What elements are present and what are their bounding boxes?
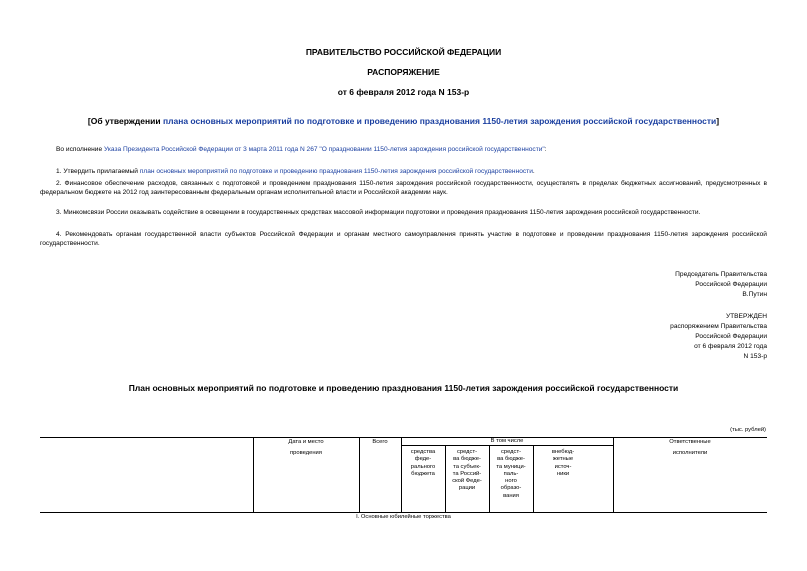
table-vline xyxy=(359,437,360,512)
sub-extra-line: жетные xyxy=(552,456,574,463)
col-date-header-line-1: Дата и место xyxy=(288,439,324,445)
title-prefix: Об утверждении xyxy=(90,116,163,126)
title-link[interactable]: плана основных мероприятий по подготовке и проведению празднования 1150-летия зарождения российской государственности xyxy=(162,116,717,126)
signature-block xyxy=(675,270,767,300)
col-date-header-line-2: проведения xyxy=(290,450,322,457)
intro-prefix: Во исполнение xyxy=(56,146,104,153)
col-including-header: В том числе xyxy=(490,438,524,444)
sub-municipal-line: вания xyxy=(503,492,519,499)
approved-block xyxy=(670,312,767,362)
units-label: (тыс. рублей) xyxy=(730,427,766,433)
signature-line-1: Председатель Правительства xyxy=(675,271,767,278)
approved-line-2: распоряжением Правительства xyxy=(670,323,767,330)
sub-municipal-line: та муници- xyxy=(496,463,526,470)
intro-decree-link[interactable]: Указа Президента Российской Федерации от 3 марта 2011 года N 267 "О праздновании 1150-летия зарождения российской государственности" xyxy=(103,146,545,153)
intro-suffix: : xyxy=(544,146,547,153)
approved-line-3: Российской Федерации xyxy=(695,333,767,340)
col-date-header xyxy=(253,439,359,458)
sub-regional-line: ской Феде- xyxy=(452,478,482,485)
sub-municipal-line: ва бюдже- xyxy=(497,456,525,463)
sub-extra-line: внебюд- xyxy=(551,449,575,455)
table-header-bottom-border xyxy=(40,512,767,513)
sub-federal-line: бюджета xyxy=(411,470,435,477)
approved-line-1: УТВЕРЖДЕН xyxy=(725,313,767,320)
sub-federal-line: рального xyxy=(410,463,436,470)
sub-regional-line: рации xyxy=(458,485,476,492)
approved-line-4: от 6 февраля 2012 года xyxy=(694,343,767,350)
document-type: РАСПОРЯЖЕНИЕ xyxy=(367,67,440,77)
sub-extra-line: источ- xyxy=(554,463,572,470)
sub-regional-header xyxy=(445,449,489,493)
item-1-plan-link[interactable]: план основных мероприятий по подготовке и проведению празднования 1150-летия зарождения российской государственности xyxy=(139,168,533,175)
sub-municipal-line: средст- xyxy=(500,449,522,455)
sub-municipal-header xyxy=(489,449,533,500)
sub-extra-line: ники xyxy=(556,470,570,477)
item-1 xyxy=(56,167,535,176)
sub-regional-line: ва бюдже- xyxy=(453,456,481,463)
sub-municipal-line: ного xyxy=(505,478,517,485)
title-close-bracket: ] xyxy=(716,116,720,126)
sub-federal-header xyxy=(401,449,445,478)
sub-municipal-line: образо- xyxy=(500,485,522,492)
document-title xyxy=(0,116,807,126)
plan-title: План основных мероприятий по подготовке и проведению празднования 1150-летия зарождения российской государственности xyxy=(128,383,679,393)
col-responsible-header xyxy=(613,439,767,458)
col-responsible-header-line-2: исполнители xyxy=(672,450,708,457)
document-date-number: от 6 февраля 2012 года N 153-р xyxy=(337,87,470,97)
sub-federal-line: феде- xyxy=(414,456,432,463)
sub-regional-line: средст- xyxy=(456,449,478,455)
intro-paragraph xyxy=(56,145,547,154)
item-1-suffix: . xyxy=(532,168,535,175)
col-responsible-header-line-1: Ответственные xyxy=(669,439,711,445)
signature-line-2: Российской Федерации xyxy=(695,281,767,288)
approved-line-5: N 153-р xyxy=(743,353,767,360)
signature-line-3: В.Путин xyxy=(742,291,767,298)
government-heading: ПРАВИТЕЛЬСТВО РОССИЙСКОЙ ФЕДЕРАЦИИ xyxy=(305,47,502,57)
title-open-bracket: [ xyxy=(87,116,91,126)
item-1-prefix: 1. Утвердить прилагаемый xyxy=(56,168,140,175)
item-4: 4. Рекомендовать органам государственной власти субъектов Российской Федерации и органам местного самоуправления принять участие в подготовке и проведении празднования 1150-летия зарождения российской государственности. xyxy=(40,231,767,247)
item-3: 3. Минкомсвязи России оказывать содействие в освещении в государственных средствах массовой информации подготовки и проведения празднования 1150-летия зарождения российской государственности. xyxy=(56,209,701,216)
sub-regional-line: та Россий- xyxy=(452,470,482,477)
sub-federal-line: средства xyxy=(410,449,436,455)
item-2: 2. Финансовое обеспечение расходов, связанных с подготовкой и проведением празднования 1150-летия зарождения российской государственности, осуществлять в пределах бюджетных ассигнований, предусмотренных в федеральном бюджете на 2012 год заинтересованным федеральным органам исполнительной власти и Российской академии наук. xyxy=(40,180,767,196)
sub-extra-header xyxy=(533,449,613,478)
sub-municipal-line: паль- xyxy=(503,470,519,477)
section-1-heading: I. Основные юбилейные торжества xyxy=(356,514,451,520)
col-total-header: Всего xyxy=(372,439,388,445)
plan-table xyxy=(40,437,767,571)
sub-regional-line: та субъек- xyxy=(453,463,481,470)
